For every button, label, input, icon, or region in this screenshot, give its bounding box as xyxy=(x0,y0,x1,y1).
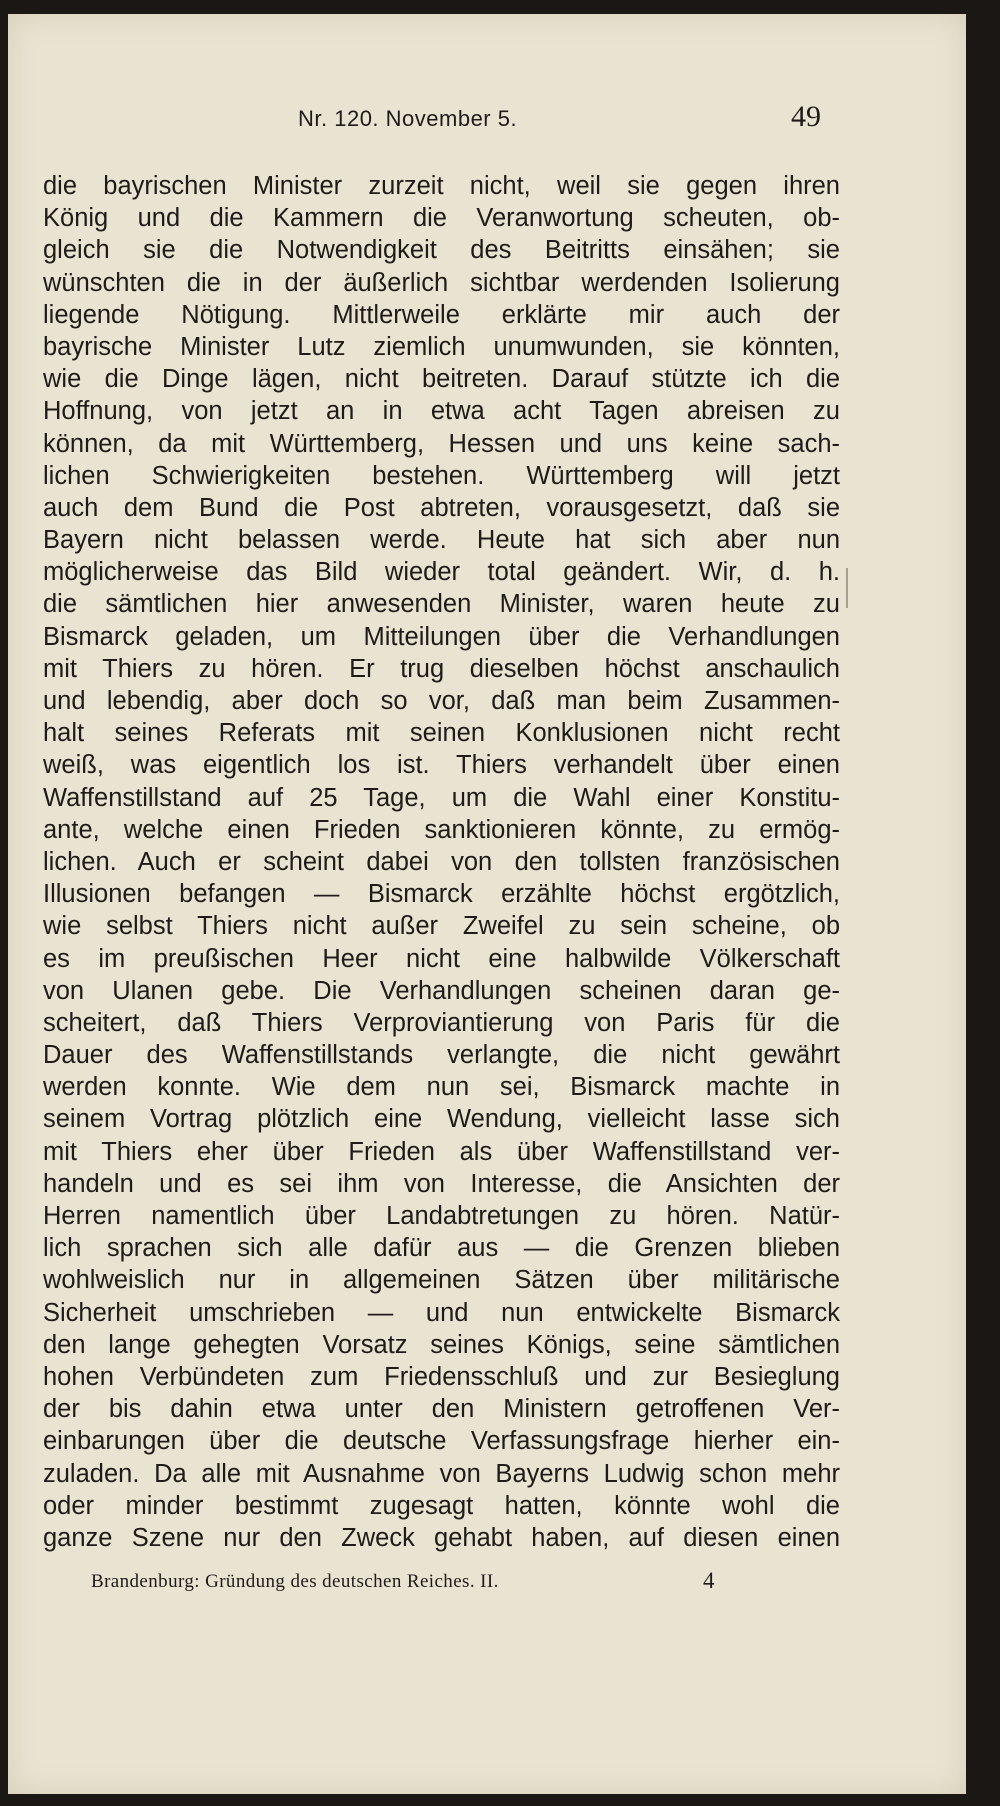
text-line: König und die Kammern die Veranwortung scheuten, ob- xyxy=(43,204,840,233)
text-line: zuladen. Da alle mit Ausnahme von Bayerns Ludwig schon mehr xyxy=(43,1459,840,1488)
text-line: handeln und es sei ihm von Interesse, die Ansichten der xyxy=(43,1169,840,1198)
text-line: lich sprachen sich alle dafür aus — die Grenzen blieben xyxy=(43,1234,840,1263)
text-line: Dauer des Waffenstillstands verlangte, die nicht gewährt xyxy=(43,1041,840,1070)
text-line: halt seines Referats mit seinen Konklusionen nicht recht xyxy=(43,719,840,748)
text-line: und lebendig, aber doch so vor, daß man beim Zusammen- xyxy=(43,687,840,715)
text-line: gleich sie die Notwendigkeit des Beitritts einsähen; sie xyxy=(43,236,840,265)
text-line: Illusionen befangen — Bismarck erzählte höchst ergötzlich, xyxy=(43,880,840,909)
text-line: oder minder bestimmt zugesagt hatten, könnte wohl die xyxy=(43,1491,840,1520)
running-title: Nr. 120. November 5. xyxy=(298,106,518,131)
text-line: der bis dahin etwa unter den Ministern getroffenen Ver- xyxy=(43,1395,840,1424)
text-line: Waffenstillstand auf 25 Tage, um die Wahl einer Konstitu- xyxy=(43,783,840,812)
text-line: seinem Vortrag plötzlich eine Wendung, vielleicht lasse sich xyxy=(43,1105,840,1134)
text-line: Bismarck geladen, um Mitteilungen über die Verhandlungen xyxy=(43,622,840,651)
text-line: weiß, was eigentlich los ist. Thiers verhandelt über einen xyxy=(43,751,840,780)
page-footer xyxy=(91,1568,791,1601)
text-line: den lange gehegten Vorsatz seines Königs, seine sämtlichen xyxy=(43,1330,840,1359)
text-line: wohlweislich nur in allgemeinen Sätzen über militärische xyxy=(43,1266,840,1295)
text-line: ganze Szene nur den Zweck gehabt haben, auf diesen einen xyxy=(43,1523,840,1552)
text-line: lichen. Auch er scheint dabei von den tollsten französischen xyxy=(43,847,840,876)
text-line: mit Thiers zu hören. Er trug dieselben höchst anschaulich xyxy=(43,654,840,683)
text-line: die sämtlichen hier anwesenden Minister, waren heute zu xyxy=(43,590,840,619)
text-line: wünschten die in der äußerlich sichtbar werdenden Isolierung xyxy=(43,268,840,297)
text-line: können, da mit Württemberg, Hessen und uns keine sach- xyxy=(43,429,840,458)
text-line: lichen Schwierigkeiten bestehen. Württemberg will jetzt xyxy=(43,461,840,490)
text-line: Bayern nicht belassen werde. Heute hat sich aber nun xyxy=(43,526,840,555)
text-line: auch dem Bund die Post abtreten, vorausgesetzt, daß sie xyxy=(43,493,840,522)
text-line: wie selbst Thiers nicht außer Zweifel zu sein scheine, ob xyxy=(43,912,840,941)
body-text xyxy=(43,170,840,1554)
text-line: wie die Dinge lägen, nicht beitreten. Darauf stützte ich die xyxy=(43,365,840,394)
text-line: liegende Nötigung. Mittlerweile erklärte mir auch der xyxy=(43,300,840,329)
text-line: möglicherweise das Bild wieder total geändert. Wir, d. h. xyxy=(43,558,840,587)
page-header xyxy=(8,100,966,140)
text-line: hohen Verbündeten zum Friedensschluß und zur Besieglung xyxy=(43,1362,840,1391)
text-line: es im preußischen Heer nicht eine halbwilde Völkerschaft xyxy=(43,944,840,973)
text-line: Herren namentlich über Landabtretungen zu hören. Natür- xyxy=(43,1202,840,1230)
text-line: scheitert, daß Thiers Verproviantierung von Paris für die xyxy=(43,1008,840,1037)
text-line: einbarungen über die deutsche Verfassungsfrage hierher ein- xyxy=(43,1427,840,1456)
text-line: die bayrischen Minister zurzeit nicht, weil sie gegen ihren xyxy=(43,172,840,200)
text-line: bayrische Minister Lutz ziemlich unumwunden, sie könnten, xyxy=(43,332,840,361)
text-line: werden konnte. Wie dem nun sei, Bismarck machte in xyxy=(43,1073,840,1102)
text-line: Sicherheit umschrieben — und nun entwickelte Bismarck xyxy=(43,1298,840,1327)
book-page xyxy=(8,14,966,1794)
printer-signature: 4 xyxy=(703,1568,715,1593)
text-line: mit Thiers eher über Frieden als über Waffenstillstand ver- xyxy=(43,1137,840,1166)
text-line: von Ulanen gebe. Die Verhandlungen scheinen daran ge- xyxy=(43,976,840,1005)
margin-bracket-mark xyxy=(846,568,848,608)
page-number: 49 xyxy=(791,100,821,133)
text-line: ante, welche einen Frieden sanktionieren könnte, zu ermög- xyxy=(43,815,840,844)
text-line: Hoffnung, von jetzt an in etwa acht Tagen abreisen zu xyxy=(43,397,840,426)
footer-book-title: Brandenburg: Gründung des deutschen Reiches. II. xyxy=(91,1571,499,1592)
